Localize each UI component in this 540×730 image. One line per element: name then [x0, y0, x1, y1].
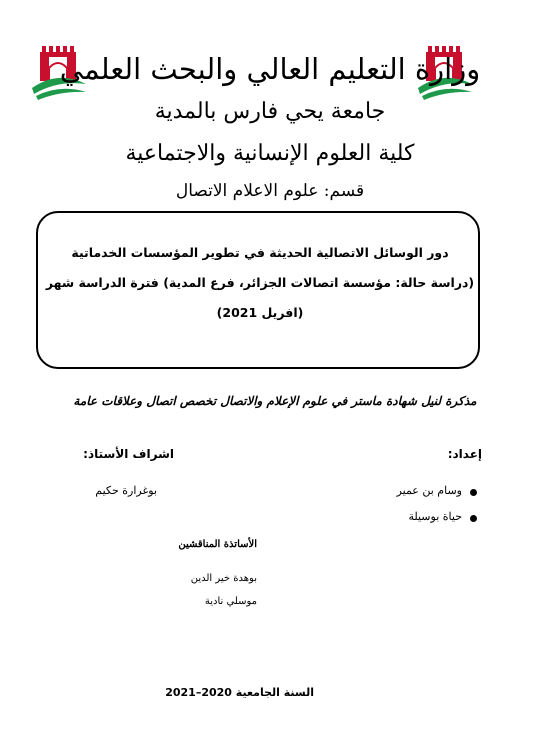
supervisor-label: اشراف الأستاذ: — [83, 447, 174, 461]
committee-label: الأساتذة المناقشين — [178, 539, 257, 550]
degree-statement: مذكرة لنيل شهادة ماستر في علوم الإعلام والاتصال تخصص اتصال وعلاقات عامة — [73, 394, 477, 408]
ministry-title: وزارة التعليم العالي والبحث العلمي — [59, 52, 481, 86]
thesis-title-line-2: (دراسة حالة: مؤسسة اتصالات الجزائر، فرع المدية) فترة الدراسة شهر — [45, 275, 475, 290]
thesis-title-line-1: دور الوسائل الاتصالية الحديثة في تطوير المؤسسات الخدماتية — [71, 245, 449, 260]
university-name: جامعة يحي فارس بالمدية — [154, 99, 386, 124]
department-name: قسم: علوم الاعلام الاتصال — [175, 181, 365, 201]
committee-member-1: بوهدة خير الدين — [190, 573, 257, 584]
bullet-icon — [470, 515, 477, 522]
supervisor-name: بوغرارة حكيم — [95, 484, 157, 497]
thesis-title-box — [36, 211, 480, 369]
faculty-name: كلية العلوم الإنسانية والاجتماعية — [125, 141, 415, 166]
committee-member-2: موسلي نادية — [204, 596, 257, 607]
academic-year: السنة الجامعية 2020–2021 — [165, 686, 314, 699]
student-name-1: وسام بن عمير — [396, 484, 462, 497]
thesis-title-line-3: (افريل 2021) — [216, 305, 304, 320]
bullet-icon — [470, 489, 477, 496]
student-name-2: حياة بوسيلة — [408, 510, 462, 523]
prepared-by-label: إعداد: — [447, 447, 482, 461]
